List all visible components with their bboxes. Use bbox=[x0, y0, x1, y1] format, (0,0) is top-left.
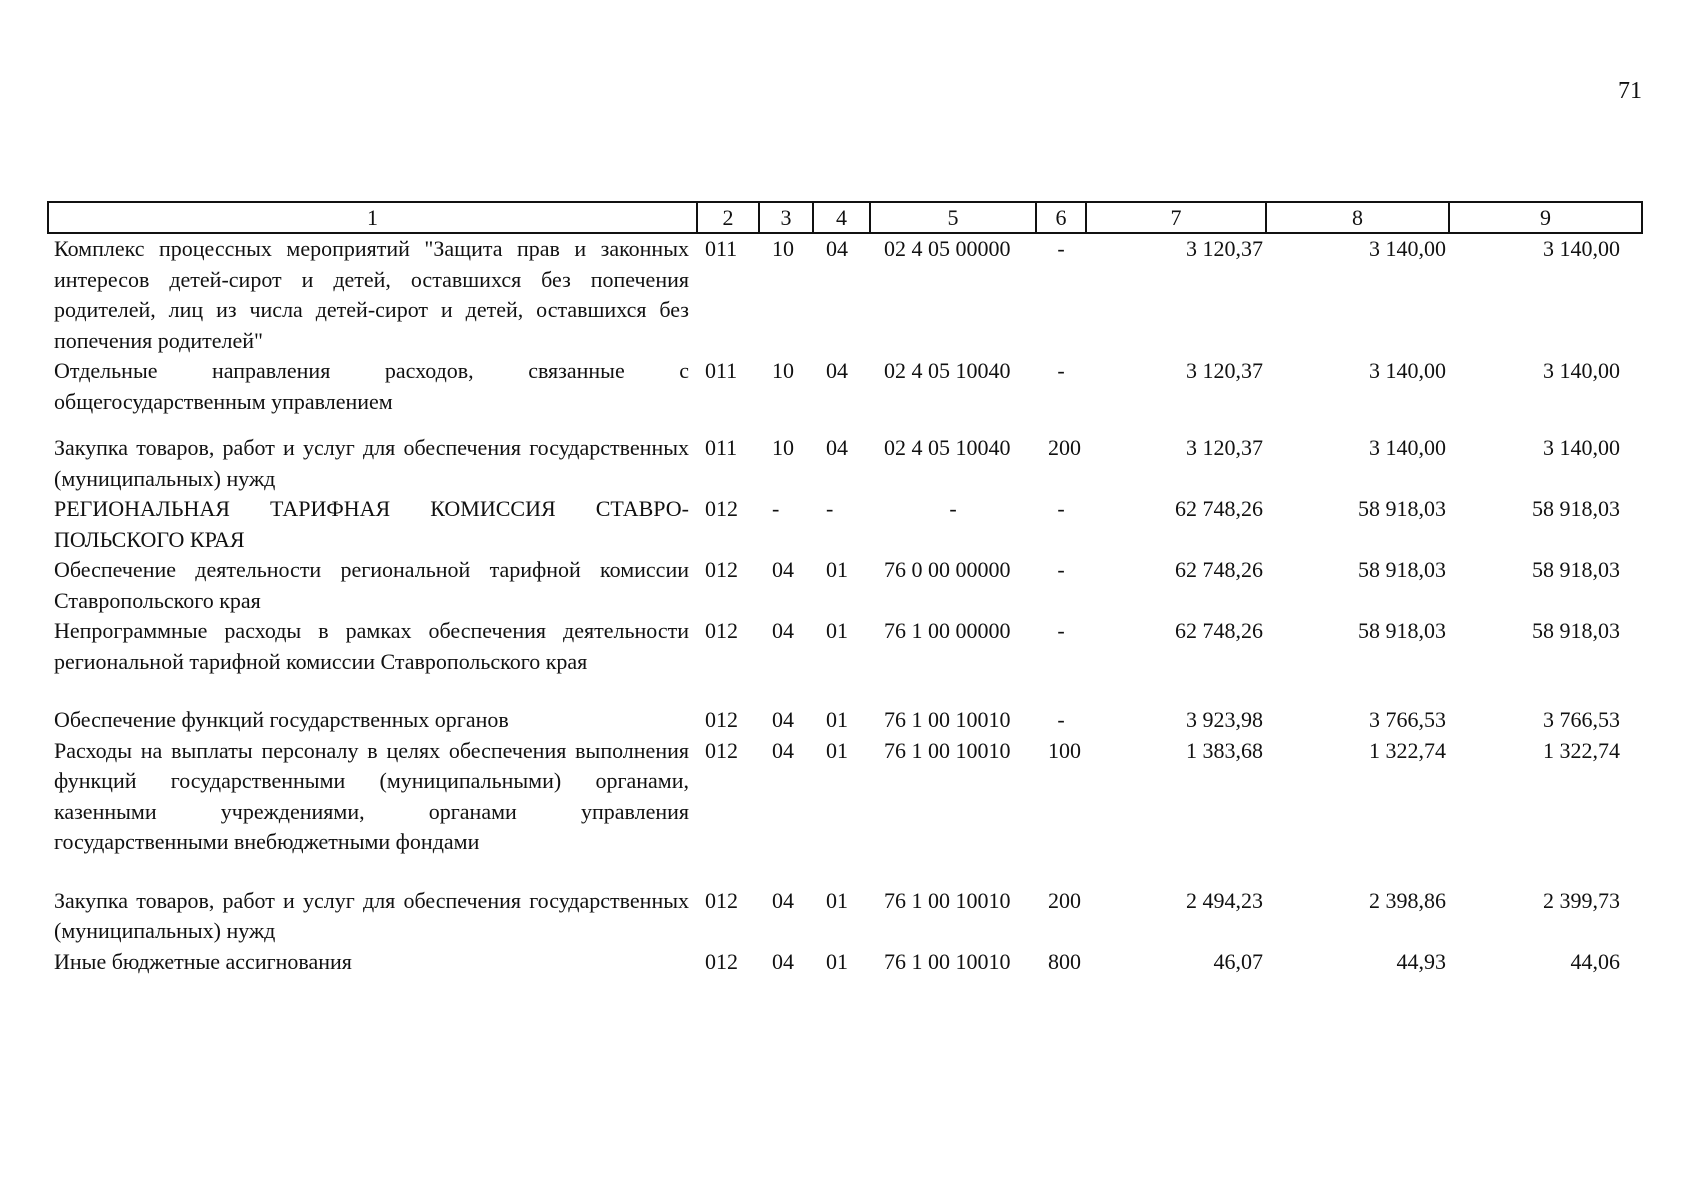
cell-c3: - bbox=[772, 496, 780, 521]
cell-c7: 62 748,26 bbox=[1175, 618, 1263, 643]
cell-c6: 800 bbox=[1048, 948, 1081, 974]
cell-c3: 10 bbox=[772, 435, 794, 460]
cell-c9: 3 140,00 bbox=[1543, 435, 1620, 460]
cell-c9: 44,06 bbox=[1570, 948, 1620, 974]
cell-c4: 01 bbox=[826, 737, 848, 763]
cell-c2: 012 bbox=[705, 887, 738, 913]
row-name: Непрограммные расходы в рамках обеспечения деятельности региональной тарифной комиссии Ставропольского края bbox=[54, 618, 689, 674]
cell-c4: 01 bbox=[826, 887, 848, 913]
cell-c2: 011 bbox=[705, 435, 738, 460]
table-row bbox=[48, 494, 1642, 555]
cell-c6: 200 bbox=[1048, 887, 1081, 913]
column-header: 4 bbox=[813, 202, 870, 233]
table-row bbox=[48, 705, 1642, 736]
cell-c6: 200 bbox=[1048, 435, 1081, 460]
cell-c8: 1 322,74 bbox=[1369, 737, 1446, 763]
cell-c4: 01 bbox=[826, 948, 848, 974]
cell-c2: 012 bbox=[705, 948, 738, 974]
cell-c5: 02 4 05 00000 bbox=[884, 236, 1011, 261]
cell-c3: 04 bbox=[772, 948, 794, 974]
cell-c9: 3 140,00 bbox=[1543, 358, 1620, 383]
budget-table bbox=[47, 201, 1643, 977]
cell-c2: 011 bbox=[705, 358, 738, 383]
cell-c3: 10 bbox=[772, 358, 794, 383]
cell-c7: 3 120,37 bbox=[1186, 435, 1263, 460]
table-row bbox=[48, 233, 1642, 356]
cell-c9: 58 918,03 bbox=[1532, 618, 1620, 643]
cell-c3: 10 bbox=[772, 236, 794, 261]
cell-c5: 76 1 00 10010 bbox=[884, 707, 1011, 732]
cell-c6: - bbox=[1057, 707, 1065, 732]
cell-c7: 62 748,26 bbox=[1175, 496, 1263, 521]
column-header: 7 bbox=[1086, 202, 1266, 233]
row-name: Обеспечение функций государственных органов bbox=[54, 707, 509, 732]
column-header: 2 bbox=[697, 202, 759, 233]
cell-c8: 58 918,03 bbox=[1358, 496, 1446, 521]
cell-c4: 04 bbox=[826, 435, 848, 460]
cell-c2: 011 bbox=[705, 236, 738, 261]
table-row bbox=[48, 947, 1642, 978]
table-row bbox=[48, 886, 1642, 947]
cell-c7: 3 923,98 bbox=[1186, 707, 1263, 732]
cell-c2: 012 bbox=[705, 618, 738, 643]
cell-c2: 012 bbox=[705, 557, 738, 582]
column-header: 9 bbox=[1449, 202, 1642, 233]
row-name: Закупка товаров, работ и услуг для обеспечения государственных (муниципальных) нужд bbox=[54, 435, 689, 491]
cell-c3: 04 bbox=[772, 557, 794, 582]
cell-c8: 3 140,00 bbox=[1369, 435, 1446, 460]
row-name: Комплекс процессных мероприятий "Защита прав и законных интересов детей-сирот и детей, оставшихся без попечения родителей, лиц из числа детей-сирот и детей, оставшихся без попечения родителей" bbox=[54, 236, 689, 353]
cell-c9: 2 399,73 bbox=[1543, 887, 1620, 913]
column-header: 5 bbox=[870, 202, 1036, 233]
cell-c4: 01 bbox=[826, 618, 848, 643]
cell-c9: 58 918,03 bbox=[1532, 557, 1620, 582]
cell-c3: 04 bbox=[772, 707, 794, 732]
cell-c3: 04 bbox=[772, 887, 794, 913]
cell-c5: 76 1 00 10010 bbox=[884, 948, 1011, 974]
cell-c2: 012 bbox=[705, 496, 738, 521]
cell-c8: 2 398,86 bbox=[1369, 887, 1446, 913]
row-name: Отдельные направления расходов, связанные с общегосударственным управлением bbox=[54, 358, 689, 414]
cell-c4: 04 bbox=[826, 358, 848, 383]
cell-c8: 3 140,00 bbox=[1369, 358, 1446, 383]
cell-c5: 76 1 00 00000 bbox=[884, 618, 1011, 643]
cell-c4: 01 bbox=[826, 707, 848, 732]
row-name: РЕГИОНАЛЬНАЯ ТАРИФНАЯ КОМИССИЯ СТАВРО-ПОЛЬСКОГО КРАЯ bbox=[54, 496, 689, 552]
cell-c6: - bbox=[1057, 618, 1065, 643]
cell-c8: 44,93 bbox=[1396, 948, 1446, 974]
cell-c8: 3 140,00 bbox=[1369, 236, 1446, 261]
cell-c8: 3 766,53 bbox=[1369, 707, 1446, 732]
cell-c9: 3 766,53 bbox=[1543, 707, 1620, 732]
table-row bbox=[48, 555, 1642, 616]
cell-c7: 3 120,37 bbox=[1186, 358, 1263, 383]
cell-c3: 04 bbox=[772, 737, 794, 763]
cell-c6: - bbox=[1057, 496, 1065, 521]
cell-c5: 76 1 00 10010 bbox=[884, 737, 1011, 763]
cell-c6: - bbox=[1057, 358, 1065, 383]
table-row bbox=[48, 736, 1642, 886]
cell-c2: 012 bbox=[705, 707, 738, 732]
table-row bbox=[48, 433, 1642, 494]
cell-c8: 58 918,03 bbox=[1358, 618, 1446, 643]
column-header: 3 bbox=[759, 202, 813, 233]
page-number: 71 bbox=[1618, 78, 1642, 104]
cell-c7: 3 120,37 bbox=[1186, 236, 1263, 261]
cell-c5: - bbox=[949, 496, 957, 521]
cell-c4: 04 bbox=[826, 236, 848, 261]
cell-c3: 04 bbox=[772, 618, 794, 643]
cell-c6: 100 bbox=[1048, 737, 1081, 763]
row-name: Обеспечение деятельности региональной тарифной комиссии Ставропольского края bbox=[54, 557, 689, 613]
row-name: Закупка товаров, работ и услуг для обеспечения государственных (муниципальных) нужд bbox=[54, 887, 689, 943]
column-header: 8 bbox=[1266, 202, 1449, 233]
cell-c7: 46,07 bbox=[1213, 948, 1263, 974]
column-header: 6 bbox=[1036, 202, 1086, 233]
cell-c6: - bbox=[1057, 557, 1065, 582]
table-row bbox=[48, 356, 1642, 433]
cell-c7: 2 494,23 bbox=[1186, 887, 1263, 913]
cell-c5: 02 4 05 10040 bbox=[884, 435, 1011, 460]
column-header: 1 bbox=[48, 202, 697, 233]
row-name: Иные бюджетные ассигнования bbox=[54, 948, 352, 974]
cell-c5: 02 4 05 10040 bbox=[884, 358, 1011, 383]
cell-c5: 76 0 00 00000 bbox=[884, 557, 1011, 582]
cell-c4: - bbox=[826, 496, 834, 521]
cell-c7: 62 748,26 bbox=[1175, 557, 1263, 582]
table-header-row bbox=[48, 202, 1642, 233]
row-name: Расходы на выплаты персоналу в целях обеспечения выполнения функций государственными (муниципальными) органами, казенными учреждениями, органами управления государственными внебюджетными фондами bbox=[54, 737, 689, 854]
cell-c6: - bbox=[1057, 236, 1065, 261]
cell-c4: 01 bbox=[826, 557, 848, 582]
cell-c8: 58 918,03 bbox=[1358, 557, 1446, 582]
cell-c9: 58 918,03 bbox=[1532, 496, 1620, 521]
cell-c5: 76 1 00 10010 bbox=[884, 887, 1011, 913]
cell-c9: 3 140,00 bbox=[1543, 236, 1620, 261]
table-row bbox=[48, 616, 1642, 705]
cell-c9: 1 322,74 bbox=[1543, 737, 1620, 763]
cell-c7: 1 383,68 bbox=[1186, 737, 1263, 763]
cell-c2: 012 bbox=[705, 737, 738, 763]
